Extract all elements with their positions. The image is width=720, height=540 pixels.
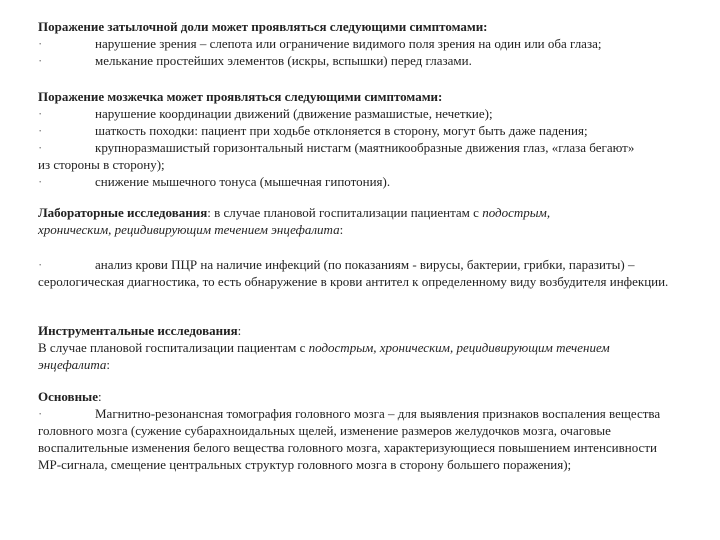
- list-item: · крупноразмашистый горизонтальный нистагм (маятникообразные движения глаз, «глаза бегают» из стороны в сторону);: [38, 140, 635, 172]
- list-item: · шаткость походки: пациент при ходьбе отклоняется в сторону, могут быть даже падения;: [38, 123, 588, 138]
- lab-bullet: [38, 256, 680, 290]
- instrumental-section: Инструментальные исследования: В случае плановой госпитализации пациентам с подострым, хроническим, рецидивирующим течением энцефалита:: [38, 322, 663, 373]
- cerebellum-section: [38, 88, 680, 190]
- instrumental-text: В случае плановой госпитализации пациентам с подострым, хроническим, рецидивирующим течением энцефалита:: [38, 340, 610, 372]
- list-item: · нарушение зрения – слепота или ограничение видимого поля зрения на один или оба глаза;: [38, 36, 602, 51]
- bullet: ·: [38, 174, 43, 189]
- list-item: · нарушение координации движений (движение размашистые, нечеткие);: [38, 106, 493, 121]
- main-section: Основные: · Магнитно-резонансная томография головного мозга – для выявления признаков воспаления вещества головного мозга (сужение субарахноидальных щелей, изменение размеров желудочков мозга, очаговые воспалительные изменения белого вещества головного мозга, характеризующиеся повышением интенсивности МР-сигнала, смещение центральных структур головного мозга в сторону большего поражения);: [38, 388, 680, 473]
- occipital-section: [38, 18, 680, 69]
- main-heading: Основные: [38, 389, 98, 404]
- lab-paragraph: Лабораторные исследования: в случае плановой госпитализации пациентам с подострым, хроническим, рецидивирующим течением энцефалита:: [38, 205, 551, 237]
- bullet: ·: [38, 123, 43, 138]
- instrumental-heading: Инструментальные исследования: [38, 323, 238, 338]
- bullet: ·: [38, 406, 43, 421]
- lab-heading: Лабораторные исследования: [38, 205, 208, 220]
- list-item: · мелькание простейших элементов (искры, вспышки) перед глазами.: [38, 53, 472, 68]
- lab-section: [38, 204, 598, 238]
- bullet: ·: [38, 257, 43, 272]
- bullet: ·: [38, 106, 43, 121]
- occipital-heading: Поражение затылочной доли может проявляться следующими симптомами:: [38, 19, 488, 34]
- list-item: · снижение мышечного тонуса (мышечная гипотония).: [38, 174, 391, 189]
- list-item: · Магнитно-резонансная томография головного мозга – для выявления признаков воспаления вещества головного мозга (сужение субарахноидальных щелей, изменение размеров желудочков мозга, очаговые воспалительные изменения белого вещества головного мозга, характеризующиеся повышением интенсивности МР-сигнала, смещение центральных структур головного мозга в сторону большего поражения);: [38, 406, 661, 472]
- list-item: · анализ крови ПЦР на наличие инфекций (по показаниям - вирусы, бактерии, грибки, паразиты) – серологическая диагностика, то есть обнаружение в крови антител к определенному виду возбудителя инфекции.: [38, 257, 669, 289]
- bullet: ·: [38, 53, 43, 68]
- bullet: ·: [38, 140, 43, 155]
- cerebellum-heading: Поражение мозжечка может проявляться следующими симптомами:: [38, 89, 443, 104]
- bullet: ·: [38, 36, 43, 51]
